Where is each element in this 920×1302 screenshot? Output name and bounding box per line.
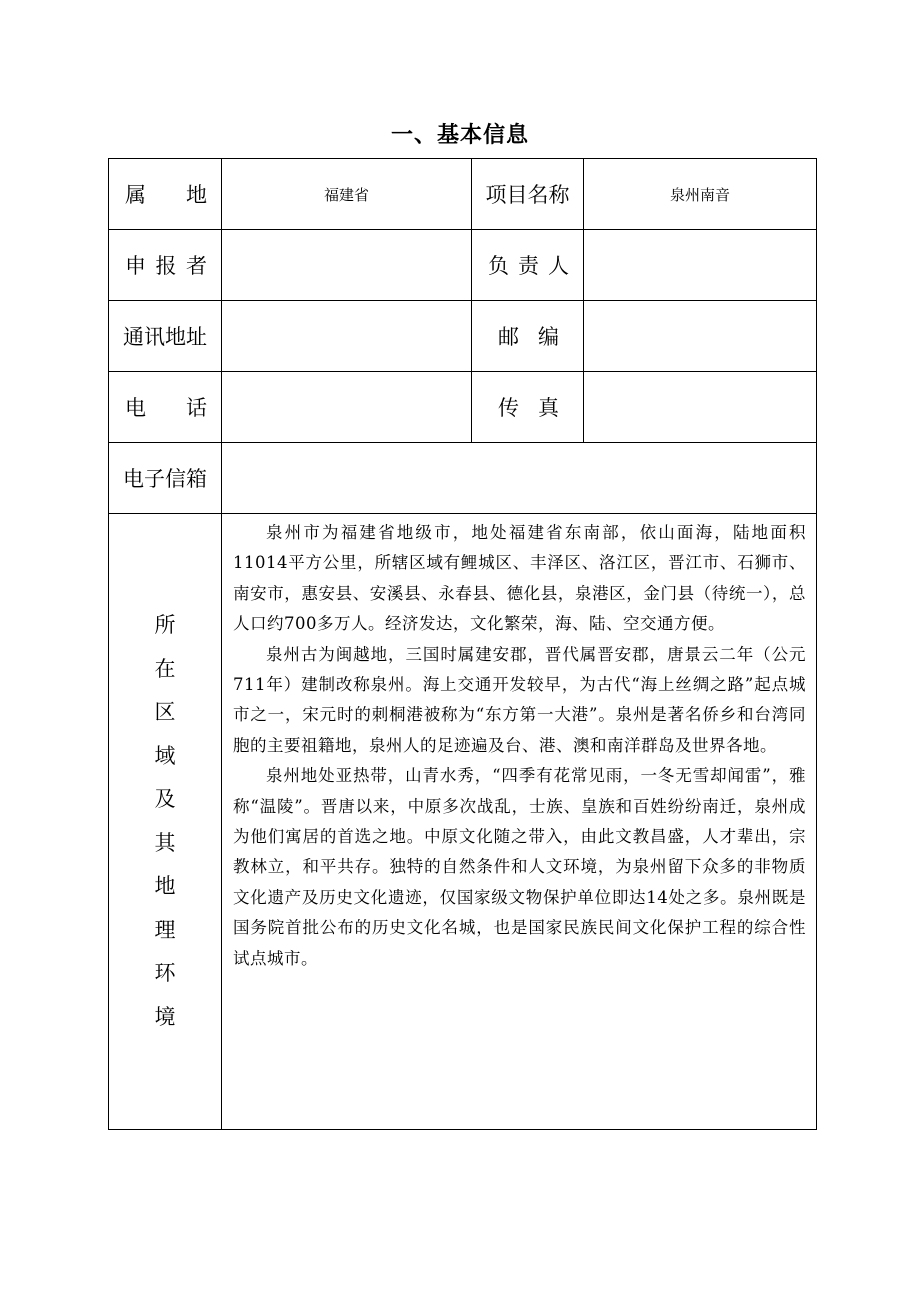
region-label [109,514,222,1130]
region-label-char: 境 [154,1004,176,1029]
table-row-region [109,514,817,1130]
table-row-address [109,301,817,372]
project-label: 项目名称 [472,159,584,230]
phone-label-cell [109,372,222,443]
region-label-char: 所 [154,613,176,637]
label-char: 传 [498,396,519,420]
label-char: 邮 [498,325,519,349]
table-row-location [109,159,817,230]
region-label-char: 及 [154,787,176,811]
page-title: 一、基本信息 [390,123,529,148]
region-label-char: 域 [154,743,176,768]
label-char: 人 [548,254,569,278]
label-char: 编 [538,325,559,349]
fax-label [472,392,583,422]
region-description [222,514,817,1130]
applicant-label-cell [109,230,222,301]
table-row-phone [109,372,817,443]
region-label-char: 其 [154,830,176,855]
label-char: 申 [125,254,146,278]
postcode-value[interactable] [584,301,817,372]
table-row-email [109,443,817,514]
email-value[interactable] [222,443,817,514]
fax-value[interactable] [584,372,817,443]
email-label: 电子信箱 [109,443,222,514]
person-value[interactable] [584,230,817,301]
region-label-char: 地 [154,874,176,898]
region-label-char: 环 [154,961,176,985]
phone-value[interactable] [222,372,472,443]
table-row-applicant [109,230,817,301]
label-char: 报 [155,254,177,278]
person-label [472,250,583,280]
person-label-cell [472,230,584,301]
label-char: 话 [186,396,207,420]
address-label: 通讯地址 [109,301,222,372]
postcode-label [472,321,583,351]
location-value[interactable]: 福建省 [222,159,472,230]
label-char: 属 [125,183,146,207]
project-value[interactable]: 泉州南音 [584,159,817,230]
region-label-char: 在 [154,656,176,681]
location-label [109,179,221,209]
label-char: 电 [125,396,146,420]
label-char: 责 [518,254,539,278]
basic-info-table [108,158,817,1130]
region-paragraph-2: 泉州古为闽越地，三国时属建安郡，晋代属晋安郡，唐景云二年（公元711年）建制改称泉州。海上交通开发较早，为古代“海上丝绸之路”起点城市之一，宋元时的刺桐港被称为“东方第一大港”。泉州是著名侨乡和台湾同胞的主要祖籍地，泉州人的足迹遍及台、港、澳和南洋群岛及世界各地。 [233,644,806,755]
label-char: 负 [488,254,509,278]
phone-label [109,392,221,422]
region-label-char: 区 [154,700,176,724]
applicant-value[interactable] [222,230,472,301]
region-label-char: 理 [154,917,176,942]
label-char: 者 [186,254,207,278]
location-label-cell [109,159,222,230]
fax-label-cell [472,372,584,443]
applicant-label [109,250,221,280]
label-char: 真 [538,396,559,420]
address-value[interactable] [222,301,472,372]
region-paragraph-1: 泉州市为福建省地级市，地处福建省东南部，依山面海，陆地面积11014平方公里，所辖区域有鲤城区、丰泽区、洛江区，晋江市、石狮市、南安市，惠安县、安溪县、永春县、德化县，泉港区，金门县（待统一），总人口约700多万人。经济发达，文化繁荣，海、陆、空交通方便。 [233,523,806,634]
postcode-label-cell [472,301,584,372]
label-char: 地 [186,183,207,207]
region-paragraph-3: 泉州地处亚热带，山青水秀，“四季有花常见雨，一冬无雪却闻雷”，雅称“温陵”。晋唐以来，中原多次战乱，士族、皇族和百姓纷纷南迁，泉州成为他们寓居的首选之地。中原文化随之带入，由此文教昌盛，人才辈出，宗教林立，和平共存。独特的自然条件和人文环境，为泉州留下众多的非物质文化遗产及历史文化遗迹，仅国家级文物保护单位即达14处之多。泉州既是国务院首批公布的历史文化名城，也是国家民族民间文化保护工程的综合性试点城市。 [233,766,806,968]
